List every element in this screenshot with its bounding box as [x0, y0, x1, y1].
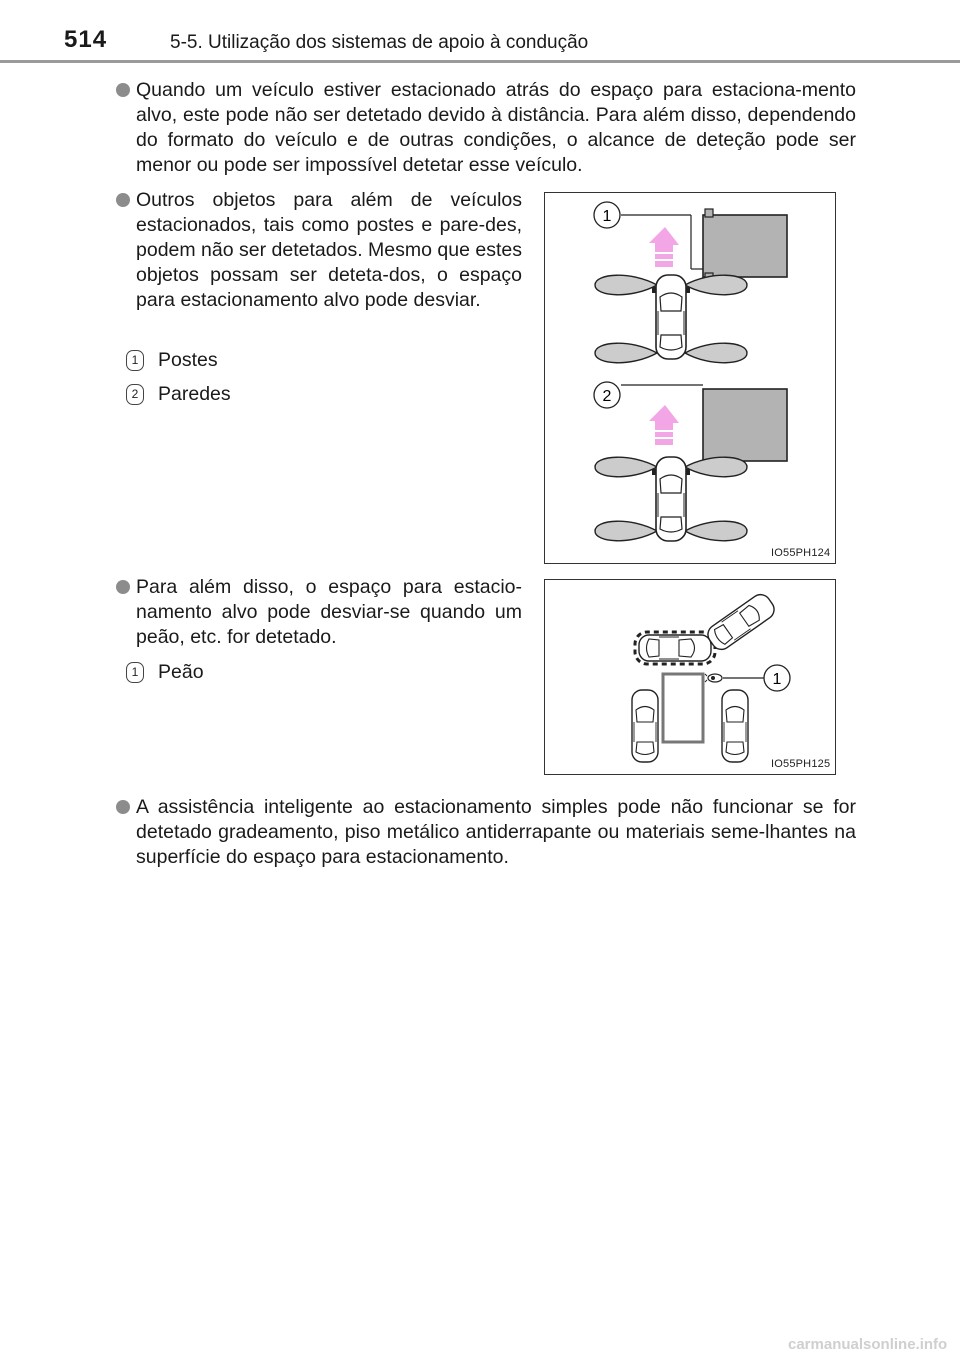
bullet-item: [136, 188, 522, 313]
legend-item: [131, 382, 231, 406]
legend-item: [131, 348, 218, 372]
footer-watermark: carmanualsonline.info: [788, 1336, 948, 1353]
bullet-item: [136, 575, 522, 650]
figure-code: IO55PH125: [771, 758, 831, 770]
bullet-dot-icon: [116, 580, 130, 594]
callout-number: 2: [602, 388, 612, 405]
legend-label: Paredes: [158, 383, 231, 405]
bullet-dot-icon: [116, 83, 130, 97]
figure-obstacles-drawing: [545, 193, 835, 563]
figure-pedestrian-drawing: [545, 580, 835, 774]
bullet-text: Para além disso, o espaço para estacio-namento alvo pode desviar-se quando um peão, etc. for detetado.: [136, 576, 522, 648]
bullet-text: Outros objetos para além de veículos estacionados, tais como postes e pare-des, podem não ser detetados. Mesmo que estes objetos possam ser deteta-dos, o espaço para estacionamento alvo pode desviar.: [136, 189, 522, 311]
bullet-text: Quando um veículo estiver estacionado atrás do espaço para estaciona-mento alvo, este pode não ser detetado devido à distância. Para além disso, dependendo do formato do veículo e de outras condições, o alcance de deteção pode ser menor ou pode ser impossível detetar esse veículo.: [136, 79, 856, 176]
legend-number: 2: [126, 384, 144, 405]
callout-number: 1: [772, 671, 782, 688]
figure-pedestrian: [544, 579, 836, 775]
legend-label: Peão: [158, 661, 204, 683]
bullet-dot-icon: [116, 800, 130, 814]
figure-obstacles: [544, 192, 836, 564]
page-number: 514: [64, 26, 108, 53]
legend-item: [131, 660, 204, 684]
page-header: [0, 0, 960, 62]
bullet-dot-icon: [116, 193, 130, 207]
legend-number: 1: [126, 350, 144, 371]
callout-number: 1: [602, 208, 612, 225]
header-rule: [0, 60, 960, 63]
bullet-item: [136, 78, 856, 178]
legend-label: Postes: [158, 349, 218, 371]
bullet-text: A assistência inteligente ao estacionamento simples pode não funcionar se for detetado gradeamento, piso metálico antiderrapante ou materiais seme-lhantes na superfície do espaço para estacionamento.: [136, 796, 856, 868]
section-title: 5-5. Utilização dos sistemas de apoio à condução: [170, 32, 589, 53]
bullet-item: [136, 795, 856, 870]
legend-number: 1: [126, 662, 144, 683]
figure-code: IO55PH124: [771, 547, 831, 559]
